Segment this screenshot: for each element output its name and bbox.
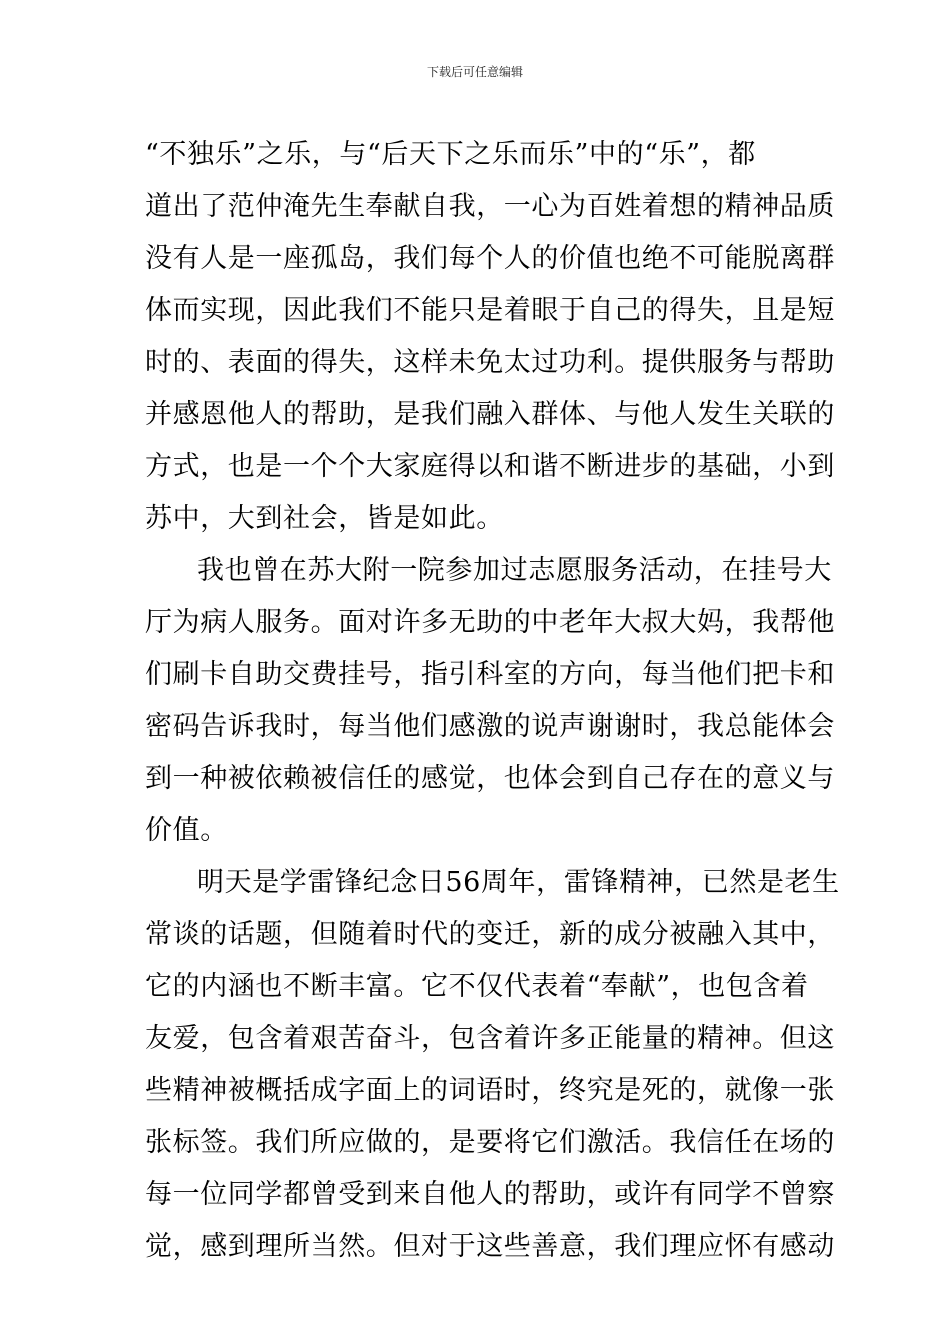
text-line: 到一种被依赖被信任的感觉，也体会到自己存在的意义与 <box>145 763 835 794</box>
text-line: 友爱，包含着艰苦奋斗，包含着许多正能量的精神。但这 <box>145 1023 835 1054</box>
text-line: 方式，也是一个个大家庭得以和谐不断进步的基础，小到 <box>145 451 835 482</box>
text-line: 厅为病人服务。面对许多无助的中老年大叔大妈，我帮他 <box>145 607 835 638</box>
text-line: 张标签。我们所应做的，是要将它们激活。我信任在场的 <box>145 1127 835 1158</box>
text-line: 们刷卡自助交费挂号，指引科室的方向，每当他们把卡和 <box>145 659 835 690</box>
text-line: “不独乐”之乐，与“后天下之乐而乐”中的“乐”，都 <box>145 139 756 170</box>
text-line: 密码告诉我时，每当他们感激的说声谢谢时，我总能体会 <box>145 711 835 742</box>
text-line: 体而实现，因此我们不能只是着眼于自己的得失，且是短 <box>145 295 835 326</box>
text-line: 价值。 <box>145 815 228 846</box>
page-header: 下载后可任意编辑 <box>426 65 523 79</box>
text-line: 道出了范仲淹先生奉献自我，一心为百姓着想的精神品质 <box>145 191 835 222</box>
text-line: 它的内涵也不断丰富。它不仅代表着“奉献”，也包含着 <box>145 971 809 1002</box>
text-line: 觉，感到理所当然。但对于这些善意，我们理应怀有感动 <box>145 1231 835 1262</box>
document-body <box>145 129 840 1273</box>
text-line: 没有人是一座孤岛，我们每个人的价值也绝不可能脱离群 <box>145 243 835 274</box>
text-line: 并感恩他人的帮助，是我们融入群体、与他人发生关联的 <box>145 399 835 430</box>
text-line: 些精神被概括成字面上的词语时，终究是死的，就像一张 <box>145 1075 835 1106</box>
text-line: 时的、表面的得失，这样未免太过功利。提供服务与帮助 <box>145 347 835 378</box>
paragraph-start-line: 明天是学雷锋纪念日56周年，雷锋精神，已然是老生 <box>197 867 840 898</box>
paragraph-start-line: 我也曾在苏大附一院参加过志愿服务活动，在挂号大 <box>197 555 832 586</box>
text-line: 常谈的话题，但随着时代的变迁，新的成分被融入其中， <box>145 919 835 950</box>
text-line: 每一位同学都曾受到来自他人的帮助，或许有同学不曾察 <box>145 1179 835 1210</box>
text-line: 苏中，大到社会，皆是如此。 <box>145 503 504 534</box>
